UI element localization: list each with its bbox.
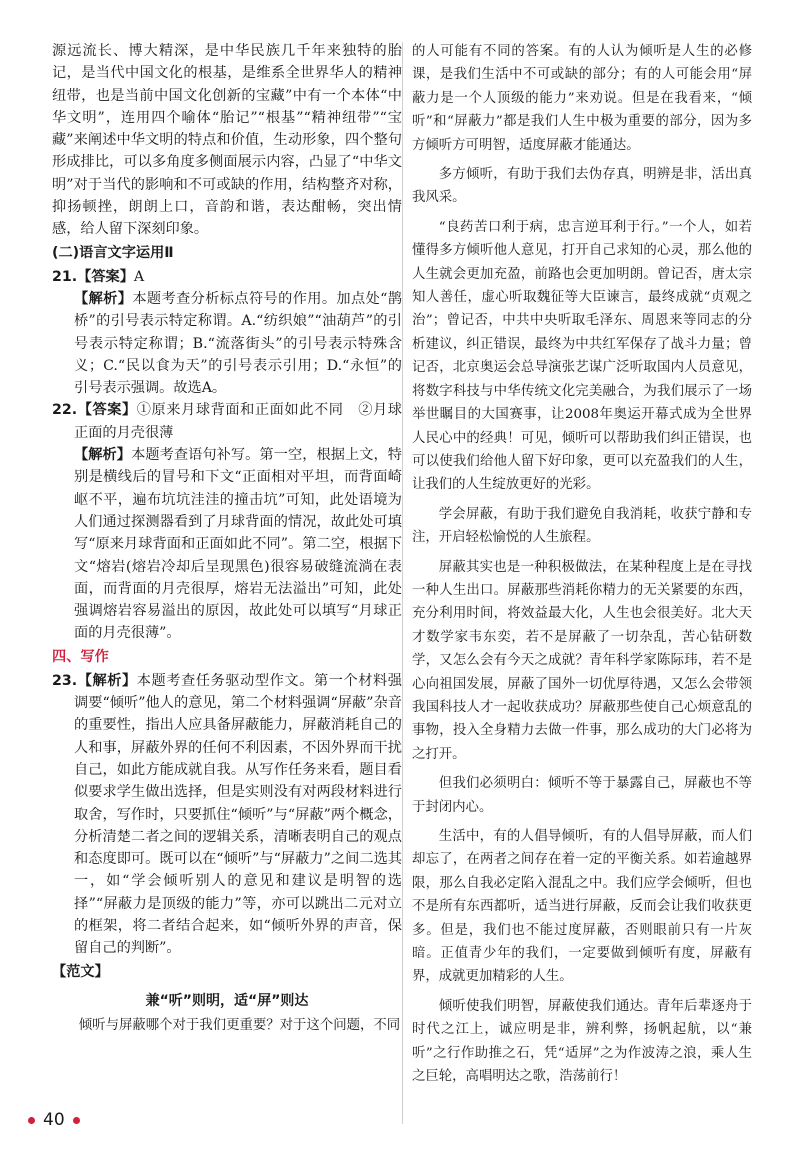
explanation-tag: 【解析】 [74,290,133,307]
page-number: 40 [43,1110,65,1130]
right-column [412,40,752,1088]
essay-paragraph-8: 倾听使我们明智，屏蔽使我们通达。青年后辈逐舟于时代之江上，诚应明是非，辨利弊，扬帆起航，以“兼听”之行作助推之石，凭“适屏”之为作波涛之浪，乘人生之巨轮，高唱明达之歌，浩荡前行！ [412,998,752,1085]
section-heading-language-use-2: (二)语言文字运用Ⅱ [52,244,174,261]
q21-answer [52,266,402,288]
essay-paragraph-7: 生活中，有的人倡导倾听，有的人倡导屏蔽，而人们却忘了，在两者之间存在着一定的平衡关系。如若逾越界限，那么自我必定陷入混乱之中。我们应学会倾听，但也不是所有东西都听，适当进行屏蔽，反而会让我们收获更多。但是，我们也不能过度屏蔽，否则眼前只有一片灰暗。正值青少年的我们，一定要做到倾听有度，屏蔽有界，成就更加精彩的人生。 [412,829,752,985]
explanation-tag: 【解析】 [77,672,137,689]
left-column [52,40,402,1037]
essay-paragraph-1-start: 倾听与屏蔽哪个对于我们更重要？对于这个问题，不同 [78,1017,401,1033]
answer-paragraph-intro: 源远流长、博大精深，是中华民族几千年来独特的胎记，是当代中国文化的根基，是维系全世界华人的精神纽带，也是当前中国文化创新的宝藏”中有一个本体“中华文明”，连用四个喻体“胎记”“根基”“精神纽带”“宝藏”来阐述中华文明的特点和价值，生动形象，四个整句形成排比，可以多角度多侧面展示内容，凸显了“中华文明”对于当代的影响和不可或缺的作用，结构整齐对称，抑扬顿挫，朗朗上口，音韵和谐，表达酣畅，突出情感，给人留下深刻印象。 [52,43,402,238]
essay-paragraph-2: 多方倾听，有助于我们去伪存真，明辨是非，活出真我风采。 [412,167,752,206]
q22-explanation-text: 本题考查语句补写。第一空，根据上文，特别是横线后的冒号和下文“正面相对平坦，而背面崎岖不平，遍布坑坑洼洼的撞击坑”可知，此处语境为人们通过探测器看到了月球背面的情况，故此处可填写“原来月球背面和正面如此不同”。第二空，根据下文“熔岩(熔岩冷却后呈现黑色)很容易破缝流淌在表面，而背面的月壳很厚，熔岩无法溢出”可知，此处强调熔岩容易溢出的原因，故此处可以填写“月球正面的月壳很薄”。 [74,447,402,642]
essay-paragraph-6: 但我们必须明白：倾听不等于暴露自己，屏蔽也不等于封闭内心。 [412,776,752,815]
q22-number: 22. [52,402,78,419]
essay-paragraph-5: 屏蔽其实也是一种积极做法，在某种程度上是在寻找一种人生出口。屏蔽那些消耗你精力的无关紧要的东西，充分利用时间，将效益最大化，人生也会很美好。北大天才数学家韦东奕，若不是屏蔽了一切杂乱，苦心钻研数学，又怎么会有今天之成就？青年科学家陈际玮，若不是心向祖国发展，屏蔽了国外一切优厚待遇，又怎么会带领我国科技人才一起收获成功？屏蔽那些使自己心烦意乱的事物，投入全身精力去做一件事，那么成功的大门必将为之打开。 [412,559,752,762]
column-divider [402,42,403,1124]
dot-icon [73,1117,80,1124]
dot-icon [28,1117,35,1124]
explanation-tag: 【解析】 [74,447,132,464]
answer-tag: 【答案】 [77,402,137,419]
q23-explanation-text: 本题考查任务驱动型作文。第一个材料强调要“倾听”他人的意见，第二个材料强调“屏蔽”杂音的重要性，指出人应具备屏蔽能力，屏蔽消耗自己的人和事，屏蔽外界的任何不利因素，不因外界而干扰自己，如此方能成就自我。从写作任务来看，题目看似要求学生做出选择，但是实则没有对两段材料进行取舍，写作时，只要抓住“倾听”与“屏蔽”两个概念，分析清楚二者之间的逻辑关系，清晰表明自己的观点和态度即可。既可以在“倾听”与“屏蔽力”之间二选其一，如“学会倾听别人的意见和建议是明智的选择”“屏蔽力是顶级的能力”等，亦可以跳出二元对立的框架，将二者结合起来，如“倾听外界的声音，保留自己的判断”。 [74,672,402,957]
q21-explanation-text: 本题考查分析标点符号的作用。加点处“鹊桥”的引号表示特定称谓。A.“纺织娘”“油葫芦”的引号表示特定称谓；B.“流落街头”的引号表示特殊含义；C.“民以食为天”的引号表示引用；D.“永恒”的引号表示强调。故选A。 [74,290,402,397]
q22-explanation [52,444,402,645]
q21-number: 21. [52,268,78,285]
model-essay-tag: 【范文】 [52,963,109,980]
q22-answer [52,399,402,444]
essay-title: 兼“听”则明，适“屏”则达 [145,992,309,1009]
section-heading-writing: 四、写作 [52,648,109,665]
q21-explanation [52,288,402,399]
page-footer [28,1110,80,1130]
q23-number: 23. [52,672,78,689]
essay-paragraph-3: “良药苦口利于病，忠言逆耳利于行。”一个人，如若懂得多方倾听他人意见，打开自己求知的心灵，那么他的人生就会更加充盈，前路也会更加明朗。曾记否，唐太宗知人善任，虚心听取魏征等大臣谏言，最终成就“贞观之治”；曾记否，中共中央听取毛泽东、周恩来等同志的分析建议，纠正错误，最终为中共红军保存了战斗力量；曾记否，北京奥运会总导演张艺谋广泛听取国内人员意见，将数字科技与中华传统文化完美融合，为我们展示了一场举世瞩目的大国赛事，让2008年奥运开幕式成为全世界人民心中的经典！可见，倾听可以帮助我们纠正错误，也可以使我们给他人留下好印象，更可以充盈我们的人生，让我们的人生绽放更好的光彩。 [412,219,752,493]
q22-answer-value: ①原来月球背面和正面如此不同 ②月球正面的月壳很薄 [74,402,402,441]
answer-tag: 【答案】 [77,268,134,285]
q21-answer-value: A [133,268,145,285]
q23-explanation [52,670,402,960]
essay-paragraph-4: 学会屏蔽，有助于我们避免自我消耗，收获宁静和专注，开启轻松愉悦的人生旅程。 [412,506,752,546]
essay-paragraph-1-cont: 的人可能有不同的答案。有的人认为倾听是人生的必修课，是我们生活中不可或缺的部分；有的人可能会用“屏蔽力是一个人顶级的能力”来劝说。但是在我看来，“倾听”和“屏蔽力”都是我们人生中极为重要的部分，因为多方倾听方可明智，适度屏蔽才能通达。 [412,44,752,153]
